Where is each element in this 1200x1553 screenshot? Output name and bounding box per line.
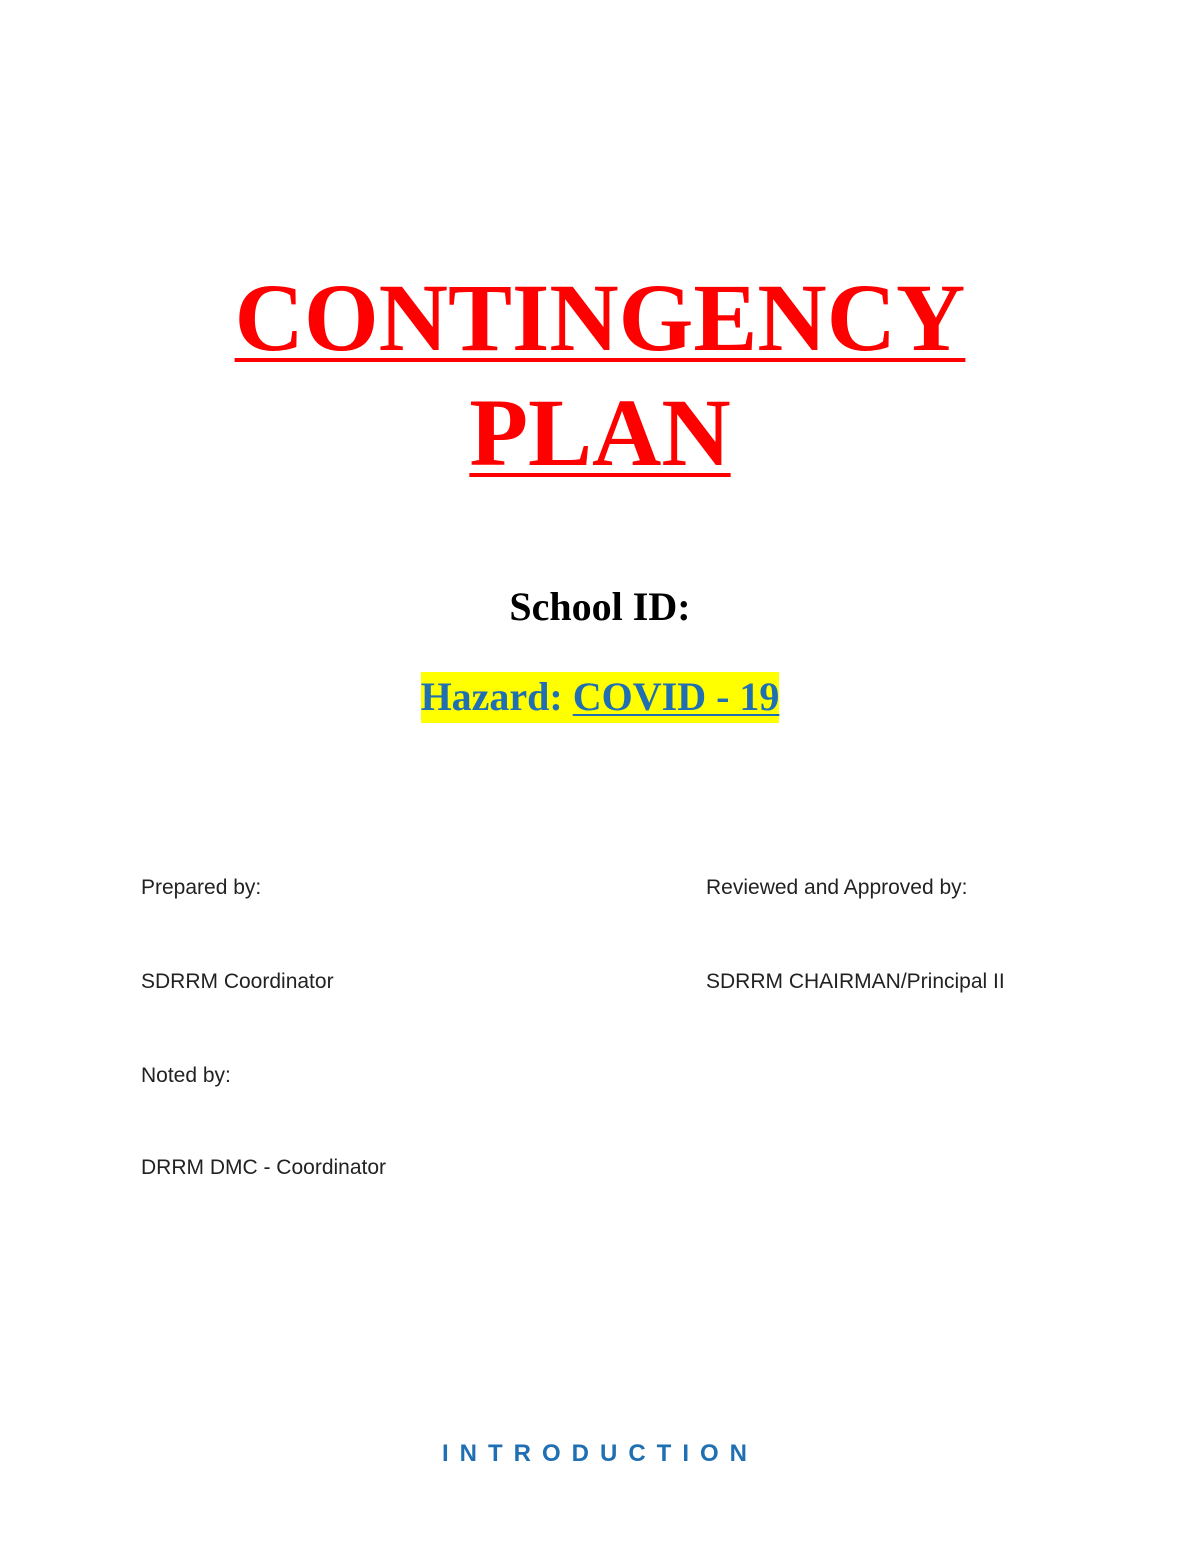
title-plan: PLAN bbox=[469, 379, 731, 486]
section-heading-introduction: INTRODUCTION bbox=[442, 1440, 758, 1467]
title-contingency: CONTINGENCY bbox=[234, 264, 966, 371]
prepared-by-name: SDRRM Coordinator bbox=[141, 970, 334, 993]
reviewed-approved-by-name: SDRRM CHAIRMAN/Principal II bbox=[706, 970, 1005, 993]
hazard-value: COVID - 19 bbox=[572, 674, 780, 719]
title-line-2 bbox=[0, 379, 1200, 486]
hazard-line bbox=[0, 673, 1200, 720]
noted-by-name: DRRM DMC - Coordinator bbox=[141, 1156, 387, 1179]
prepared-by-label: Prepared by: bbox=[141, 876, 262, 899]
noted-by-label: Noted by: bbox=[141, 1064, 231, 1087]
title-line-1 bbox=[0, 264, 1200, 371]
school-id-label: School ID: bbox=[509, 584, 691, 629]
hazard-highlight bbox=[421, 672, 780, 723]
hazard-label: Hazard: bbox=[420, 674, 563, 719]
reviewed-approved-by-label: Reviewed and Approved by: bbox=[706, 876, 968, 899]
